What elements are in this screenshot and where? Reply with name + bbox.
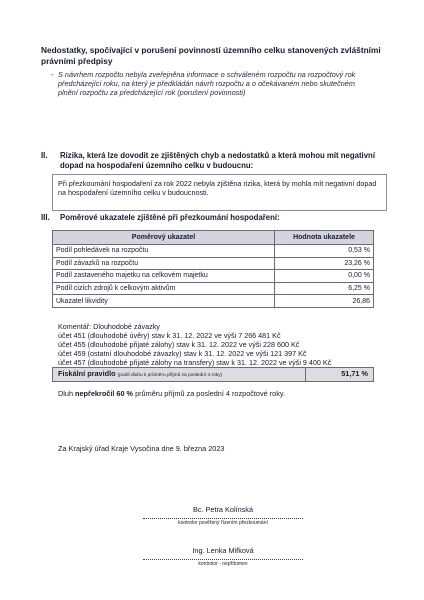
- debt-note: [58, 389, 285, 398]
- deficiency-item-text: S návrhem rozpočtu nebyla zveřejněna informace o schváleném rozpočtu na rozpočtový rok předcházející roku, na který je předkládán návrh rozpočtu a o očekávaném nebo skutečném plnění rozpočtu za předcházející rok (porušení povinnosti): [58, 70, 356, 98]
- comment-title: Komentář: Dlouhodobé závazky: [58, 322, 160, 331]
- indicator-table: [52, 230, 374, 308]
- table-cell-label: Podíl závazků na rozpočtu: [53, 257, 275, 270]
- signature-role: kontrolor - nepřítomen: [198, 561, 248, 567]
- table-cell-value: 23,26 %: [275, 257, 374, 270]
- table-cell-value: 6,25 %: [275, 282, 374, 295]
- table-cell-value: 0,53 %: [275, 245, 374, 258]
- comment-line: účet 457 (dlouhodobé přijaté zálohy na transfery) stav k 31. 12. 2022 ve výši 9 400 Kč: [58, 358, 332, 367]
- fiscal-rule-title: Fiskální pravidlo: [58, 369, 116, 378]
- section-number-3: III.: [41, 213, 50, 222]
- table-row: [53, 282, 374, 295]
- section-heading-deficiencies: Nedostatky, spočívající v porušení povinností územního celku stanovených zvláštními právními předpisy: [41, 45, 381, 66]
- table-cell-value: 0,00 %: [275, 270, 374, 283]
- place-date: Za Krajský úřad Kraje Vysočina dne 9. března 2023: [58, 444, 225, 453]
- signature-line: [143, 518, 303, 519]
- debt-note-emphasis: nepřekročil 60 %: [75, 389, 134, 398]
- comment-line: účet 451 (dlouhodobé úvěry) stav k 31. 12. 2022 ve výši 7 266 481 Kč: [58, 331, 281, 340]
- table-row: [53, 270, 374, 283]
- table-row: [53, 257, 374, 270]
- fiscal-rule-divider: [305, 367, 306, 381]
- fiscal-rule-label: [58, 369, 222, 378]
- debt-note-start: Dluh: [58, 389, 76, 398]
- table-row: [53, 245, 374, 258]
- section-title-risks: Rizika, která lze dovodit ze zjištěných chyb a nedostatků a která mohou mít negativní dopad na hospodaření územního celku v budoucnu:: [60, 151, 375, 170]
- table-cell-label: Podíl pohledávek na rozpočtu: [53, 245, 275, 258]
- signature-role: kontrolor pověřený řízením přezkoumání: [178, 520, 268, 526]
- signature-name: Bc. Petra Kolínská: [192, 505, 254, 514]
- table-header-indicator: Poměrový ukazatel: [53, 231, 275, 245]
- table-cell-label: Podíl zastaveného majetku na celkovém majetku: [53, 270, 275, 283]
- table-cell-label: Ukazatel likvidity: [53, 295, 275, 308]
- table-row: [53, 295, 374, 308]
- table-header-row: [53, 231, 374, 245]
- fiscal-rule-value: 51,71 %: [341, 369, 368, 378]
- signature-name: Ing. Lenka Mifková: [192, 546, 254, 555]
- section-title-indicators: Poměrové ukazatele zjištěné při přezkoumání hospodaření:: [60, 213, 280, 222]
- debt-note-end: průměru příjmů za poslední 4 rozpočtové roky.: [133, 389, 285, 398]
- table-cell-label: Podíl cizích zdrojů k celkovým aktivům: [53, 282, 275, 295]
- signature-line: [143, 559, 303, 560]
- comment-line: účet 455 (dlouhodobé přijaté zálohy) stav k 31. 12. 2022 ve výši 228 600 Kč: [58, 340, 300, 349]
- section-number-2: II.: [41, 151, 48, 160]
- deficiency-item: [51, 70, 358, 98]
- risk-text: Při přezkoumání hospodaření za rok 2022 nebyla zjištěna rizika, která by mohla mít negativní dopad na hospodaření územního celku v budoucnosti.: [58, 179, 377, 198]
- table-cell-value: 26,86: [275, 295, 374, 308]
- bullet-dash: -: [51, 70, 54, 79]
- fiscal-rule-sublabel: (podíl dluhu k průměru příjmů za poslední 4 roky): [117, 373, 223, 378]
- comment-line: účet 459 (ostatní dlouhodobé závazky) stav k 31. 12. 2022 ve výši 121 397 Kč: [58, 349, 307, 358]
- table-header-value: Hodnota ukazatele: [275, 231, 374, 245]
